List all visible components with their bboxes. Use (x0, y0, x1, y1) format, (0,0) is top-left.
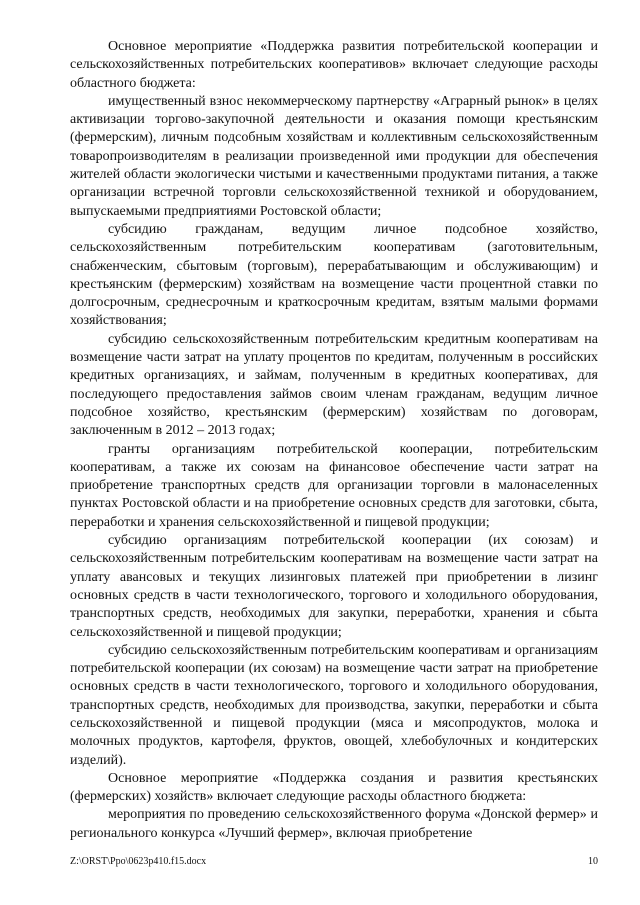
document-body (70, 38, 598, 843)
paragraph-subsidy-fixed-assets: субсидию сельскохозяйственным потребительским кооперативам и организациям потребительской кооперации (их союзам) на возмещение части затрат на приобретение основных средств в части технологического, торгового и холодильного оборудования, транспортных средств, необходимых для производства, закупки, переработки и сбыта сельскохозяйственной и пищевой продукции (мяса и мясопродуктов, молока и молочных продуктов, картофеля, фруктов, овощей, хлебобулочных и кондитерских изделий). (70, 642, 598, 768)
paragraph-main-activity-farms: Основное мероприятие «Поддержка создания и развития крестьянских (фермерских) хозяйств» включает следующие расходы областного бюджета: (70, 770, 598, 805)
paragraph-subsidy-leasing: субсидию организациям потребительской кооперации (их союзам) и сельскохозяйственным потребительским кооперативам на возмещение части затрат на уплату авансовых и текущих лизинговых платежей при приобретении в лизинг основных средств в части технологического, торгового и холодильного оборудования, транспортных средств, необходимых для закупки, переработки, хранения и сбыта сельскохозяйственной и пищевой продукции; (70, 533, 598, 640)
paragraph-main-activity-cooperation: Основное мероприятие «Поддержка развития потребительской кооперации и сельскохозяйственных потребительских кооперативов» включает следующие расходы областного бюджета: (70, 39, 598, 91)
footer-file-path: Z:\ORST\Ppo\0623p410.f15.docx (70, 856, 207, 867)
page-number: 10 (588, 856, 598, 867)
paragraph-grants-consumer-cooperation: гранты организациям потребительской кооперации, потребительским кооперативам, а также их союзам на финансовое обеспечение части затрат на приобретение транспортных средств для организации торговли в малонаселенных пунктах Ростовской области и на приобретение основных средств для заготовки, сбыта, переработки и хранения сельскохозяйственной и пищевой продукции; (70, 441, 598, 530)
paragraph-forum-contest: мероприятия по проведению сельскохозяйственного форума «Донской фермер» и регионального конкурса «Лучший фермер», включая приобретение (70, 807, 598, 841)
paragraph-subsidy-credit-cooperatives: субсидию сельскохозяйственным потребительским кредитным кооперативам на возмещение части затрат на уплату процентов по кредитам, полученным в российских кредитных организациях, и займам, полученным в кредитных кооперативах, для последующего предоставления займов своим членам гражданам, ведущим личное подсобное хозяйство, крестьянским (фермерским) хозяйствам по договорам, заключенным в 2012 – 2013 годах; (70, 331, 598, 439)
page-footer (70, 856, 598, 867)
paragraph-property-contribution: имущественный взнос некоммерческому партнерству «Аграрный рынок» в целях активизации торгово-закупочной деятельности и оказания помощи крестьянским (фермерским), личным подсобным хозяйствам и коллективным сельскохозяйственным товаропроизводителям в реализации произведенной ими продукции для обеспечения жителей области экологически чистыми и качественными продуктами питания, а также организации встречной торговли сельскохозяйственной техникой и оборудованием, выпускаемыми предприятиями Ростовской области; (70, 93, 598, 219)
paragraph-subsidy-interest-rate: субсидию гражданам, ведущим личное подсобное хозяйство, сельскохозяйственным потребительским кооперативам (заготовительным, снабженческим, сбытовым (торговым), перерабатывающим и обслуживающим) и крестьянским (фермерским) хозяйствам на возмещение части процентной ставки по долгосрочным, среднесрочным и краткосрочным кредитам, взятым малыми формами хозяйствования; (70, 221, 598, 329)
